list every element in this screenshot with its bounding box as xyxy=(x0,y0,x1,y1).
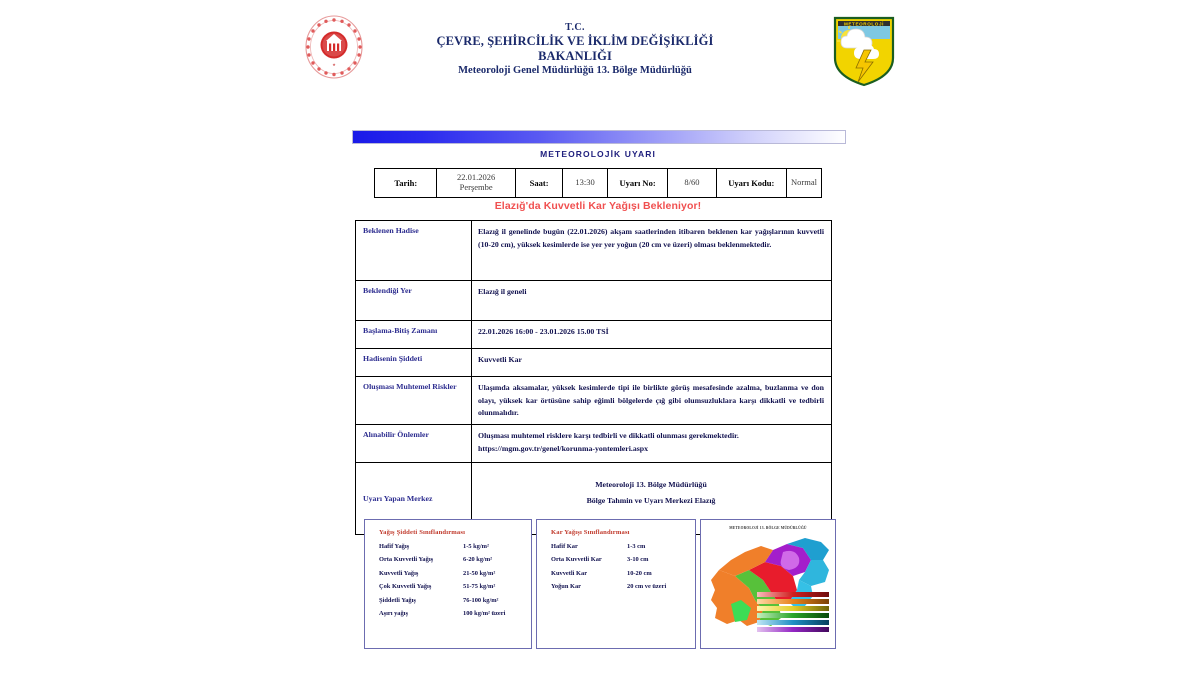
document-header xyxy=(0,8,1200,94)
header-gradient-bar xyxy=(352,130,846,144)
row-label-uyari-yapan-merkez: Uyarı Yapan Merkez xyxy=(356,463,472,535)
warning-headline: Elazığ'da Kuvvetli Kar Yağışı Bekleniyor! xyxy=(494,200,702,212)
legend-name: Kuvvetli Kar xyxy=(551,569,588,577)
warning-meta-table xyxy=(374,168,822,198)
table-row xyxy=(356,221,832,281)
legend-strip xyxy=(364,519,836,649)
merkez-line-2: Bölge Tahmin ve Uyarı Merkezi Elazığ xyxy=(586,496,716,506)
row-value-baslama-bitis: 22.01.2026 16:00 - 23.01.2026 15.00 TSİ xyxy=(472,321,832,349)
legend-name: Aşırı yağış xyxy=(379,610,408,617)
scale-bar xyxy=(757,606,829,611)
table-row xyxy=(356,425,832,463)
row-value-beklendigi-yer: Elazığ il geneli xyxy=(472,281,832,321)
legend-value: 1-3 cm xyxy=(627,542,646,550)
legend-name: Kuvvetli Yağış xyxy=(379,569,419,577)
row-value-onlemler xyxy=(472,425,832,463)
time-label: Saat: xyxy=(515,169,563,198)
scale-bar xyxy=(757,627,829,632)
svg-text:METEOROLOJİ: METEOROLOJİ xyxy=(843,21,885,27)
scale-bar xyxy=(757,613,829,618)
meteoroloji-shield-logo-icon xyxy=(831,14,897,88)
onlemler-text: Oluşması muhtemel risklere karşı tedbirli ve dikkatli olunması gerekmektedir. xyxy=(478,431,739,440)
warning-no-label: Uyarı No: xyxy=(607,169,667,198)
list-item xyxy=(537,570,695,577)
list-item xyxy=(365,556,531,563)
warning-code-label: Uyarı Kodu: xyxy=(716,169,786,198)
table-row xyxy=(356,281,832,321)
ministry-line-2: BAKANLIĞI xyxy=(538,48,612,63)
row-label-beklenen-hadise: Beklenen Hadise xyxy=(356,221,472,281)
time-value: 13:30 xyxy=(563,169,608,198)
legend-value: 76-100 kg/m² xyxy=(463,596,499,604)
snow-classification-legend xyxy=(536,519,696,649)
legend-name: Orta Kuvvetli Yağış xyxy=(379,556,434,563)
list-item xyxy=(537,543,695,550)
turkish-republic-emblem-icon xyxy=(303,14,365,80)
legend-value: 20 cm ve üzeri xyxy=(627,583,667,590)
legend-value: 3-10 cm xyxy=(627,556,649,563)
map-color-scale xyxy=(757,592,829,634)
snow-legend-title: Kar Yağışı Sınıflandırması xyxy=(551,529,630,536)
row-label-siddet: Hadisenin Şiddeti xyxy=(356,349,472,377)
warning-details-table xyxy=(355,220,832,535)
region-map-title: METEOROLOJİ 13. BÖLGE MÜDÜRLÜĞÜ xyxy=(729,526,807,530)
legend-name: Orta Kuvvetli Kar xyxy=(551,556,602,563)
list-item xyxy=(537,583,695,590)
row-value-siddet: Kuvvetli Kar xyxy=(472,349,832,377)
legend-name: Hafif Yağış xyxy=(379,542,410,550)
korunma-yontemleri-link[interactable]: https://mgm.gov.tr/genel/korunma-yontemleri.aspx xyxy=(478,443,649,453)
tc-label: T.C. xyxy=(565,22,585,33)
list-item xyxy=(365,543,531,550)
row-value-riskler: Ulaşımda aksamalar, yüksek kesimlerde tipi ile birlikte görüş mesafesinde azalma, buzlanma ve don olayı, yüksek kar örtüsüne sahip eğimli bölgelerde çığ gibi olumsuzluklara karşı dikkatli ve tedbirli olunmalıdır. xyxy=(472,377,832,425)
rain-intensity-legend xyxy=(364,519,532,649)
table-row xyxy=(375,169,822,198)
date-label: Tarih: xyxy=(375,169,437,198)
list-item xyxy=(365,610,531,617)
row-label-beklendigi-yer: Beklendiği Yer xyxy=(356,281,472,321)
list-item xyxy=(365,597,531,604)
table-row xyxy=(356,321,832,349)
legend-value: 51-75 kg/m² xyxy=(463,583,496,590)
row-label-baslama-bitis: Başlama-Bitiş Zamanı xyxy=(356,321,472,349)
legend-value: 100 kg/m² üzeri xyxy=(463,610,506,617)
scale-bar xyxy=(757,592,829,597)
warning-no-value: 8/60 xyxy=(668,169,716,198)
region-map-box xyxy=(700,519,836,649)
svg-text:★: ★ xyxy=(332,62,336,67)
table-row xyxy=(356,349,832,377)
row-label-riskler: Oluşması Muhtemel Riskler xyxy=(356,377,472,425)
legend-name: Çok Kuvvetli Yağış xyxy=(379,583,432,590)
row-value-beklenen-hadise: Elazığ il genelinde bugün (22.01.2026) akşam saatlerinden itibaren beklenen kar yağışlarının kuvvetli (10-20 cm), yüksek kesimlerde ise yer yer yoğun (20 cm ve üzeri) olması beklenmektedir. xyxy=(472,221,832,281)
section-title: METEOROLOJİK UYARI xyxy=(540,149,656,159)
list-item xyxy=(537,556,695,563)
legend-name: Şiddetli Yağış xyxy=(379,596,416,604)
row-label-onlemler: Alınabilir Önlemler xyxy=(356,425,472,463)
list-item xyxy=(365,570,531,577)
legend-value: 1-5 kg/m² xyxy=(463,542,489,550)
merkez-line-1: Meteoroloji 13. Bölge Müdürlüğü xyxy=(595,480,707,489)
list-item xyxy=(365,583,531,590)
legend-name: Yoğun Kar xyxy=(551,583,582,590)
table-row xyxy=(356,377,832,425)
legend-value: 6-20 kg/m² xyxy=(463,556,493,563)
legend-value: 10-20 cm xyxy=(627,569,652,577)
ministry-line-3: Meteoroloji Genel Müdürlüğü 13. Bölge Müdürlüğü xyxy=(458,65,692,77)
scale-bar xyxy=(757,620,829,625)
warning-code-value: Normal xyxy=(787,169,822,198)
rain-legend-title: Yağış Şiddeti Sınıflandırması xyxy=(379,529,466,536)
ministry-titles xyxy=(365,22,785,78)
legend-value: 21-50 kg/m² xyxy=(463,569,496,577)
legend-name: Hafif Kar xyxy=(551,542,578,550)
scale-bar xyxy=(757,599,829,604)
ministry-line-1: ÇEVRE, ŞEHİRCİLİK VE İKLİM DEĞİŞİKLİĞİ xyxy=(436,33,714,48)
date-value: 22.01.2026 Perşembe xyxy=(437,169,515,198)
